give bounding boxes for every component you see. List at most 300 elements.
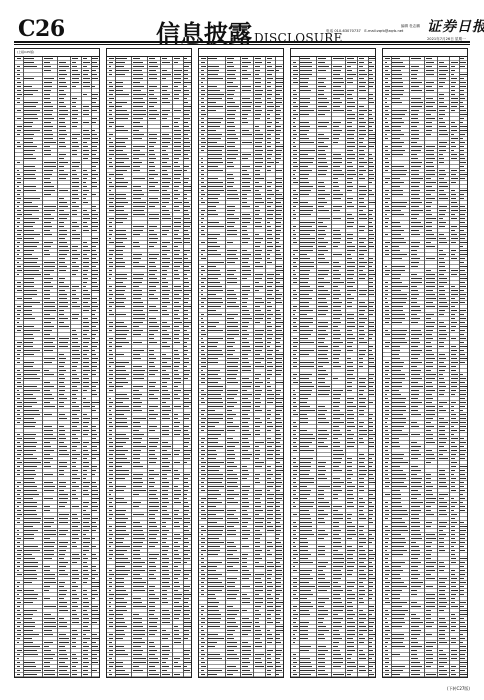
table-cell bbox=[208, 70, 219, 72]
table-cell bbox=[184, 290, 191, 292]
table-cell bbox=[133, 538, 145, 540]
table-cell bbox=[201, 498, 206, 500]
table-cell bbox=[92, 494, 98, 496]
table-cell bbox=[174, 182, 181, 184]
table-cell bbox=[44, 374, 54, 376]
table-cell bbox=[116, 278, 127, 280]
table-cell bbox=[227, 654, 237, 656]
table-cell bbox=[162, 486, 169, 488]
table-cell bbox=[83, 66, 87, 68]
table-cell bbox=[109, 194, 114, 196]
table-cell bbox=[24, 334, 33, 336]
table-cell bbox=[92, 522, 96, 524]
table-cell bbox=[208, 106, 223, 108]
table-cell bbox=[227, 586, 235, 588]
table-cell bbox=[208, 110, 216, 112]
table-cell bbox=[184, 122, 188, 124]
table-cell bbox=[44, 630, 52, 632]
table-cell bbox=[116, 194, 126, 196]
table-cell bbox=[17, 514, 22, 516]
table-cell bbox=[109, 526, 112, 528]
table-cell bbox=[72, 82, 79, 84]
table-cell bbox=[267, 674, 271, 676]
table-cell bbox=[255, 130, 260, 132]
table-cell bbox=[59, 550, 66, 552]
table-cell bbox=[318, 218, 330, 220]
table-cell bbox=[92, 282, 97, 284]
table-cell bbox=[17, 86, 21, 88]
table-cell bbox=[276, 446, 281, 448]
table-cell bbox=[201, 610, 204, 612]
table-cell bbox=[276, 454, 280, 456]
table-cell bbox=[208, 382, 218, 384]
table-cell bbox=[72, 262, 76, 264]
table-cell bbox=[174, 618, 179, 620]
table-cell bbox=[242, 278, 247, 280]
table-cell bbox=[24, 474, 36, 476]
table-cell bbox=[276, 582, 281, 584]
table-cell bbox=[44, 442, 50, 444]
table-cell bbox=[242, 62, 251, 64]
table-cell bbox=[227, 606, 233, 608]
table-cell bbox=[109, 558, 112, 560]
table-cell bbox=[227, 498, 234, 500]
table-cell bbox=[276, 318, 281, 320]
table-cell bbox=[133, 670, 143, 672]
table-cell bbox=[242, 426, 249, 428]
table-cell bbox=[17, 542, 20, 544]
table-cell bbox=[369, 58, 375, 60]
table-cell bbox=[149, 506, 159, 508]
table-cell bbox=[133, 226, 144, 228]
table-cell bbox=[208, 358, 218, 360]
table-cell bbox=[44, 538, 50, 540]
table-cell bbox=[267, 78, 273, 80]
table-cell bbox=[17, 262, 19, 264]
table-cell bbox=[318, 82, 324, 84]
table-cell bbox=[227, 330, 239, 332]
table-cell bbox=[208, 178, 218, 180]
table-cell bbox=[201, 638, 204, 640]
table-cell bbox=[116, 362, 129, 364]
table-cell bbox=[359, 66, 363, 68]
table-cell bbox=[162, 418, 170, 420]
table-cell bbox=[255, 406, 260, 408]
table-cell bbox=[72, 542, 76, 544]
table-cell bbox=[174, 266, 180, 268]
table-cell bbox=[267, 286, 272, 288]
table-cell bbox=[333, 158, 342, 160]
table-cell bbox=[267, 598, 273, 600]
table-cell bbox=[83, 398, 86, 400]
table-cell bbox=[109, 538, 112, 540]
table-cell bbox=[267, 366, 273, 368]
table-cell bbox=[276, 498, 282, 500]
table-cell bbox=[276, 118, 281, 120]
table-cell bbox=[255, 274, 263, 276]
table-cell bbox=[44, 174, 52, 176]
table-cell bbox=[267, 426, 273, 428]
table-cell bbox=[149, 230, 154, 232]
table-cell bbox=[72, 438, 78, 440]
table-cell bbox=[242, 114, 248, 116]
table-cell bbox=[162, 406, 170, 408]
table-cell bbox=[109, 570, 112, 572]
table-cell bbox=[59, 546, 67, 548]
table-cell bbox=[83, 442, 89, 444]
table-cell bbox=[72, 662, 78, 664]
table-cell bbox=[267, 362, 272, 364]
table-cell bbox=[17, 258, 21, 260]
table-cell bbox=[300, 178, 308, 180]
table-cell bbox=[83, 146, 88, 148]
column-heading bbox=[199, 49, 283, 57]
table-cell bbox=[149, 258, 157, 260]
table-cell bbox=[276, 658, 280, 660]
table-cell bbox=[17, 134, 20, 136]
table-cell bbox=[17, 458, 20, 460]
table-cell bbox=[59, 278, 65, 280]
table-cell bbox=[201, 254, 203, 256]
table-cell bbox=[162, 614, 170, 616]
table-cell bbox=[92, 254, 97, 256]
table-cell bbox=[208, 182, 223, 184]
table-cell bbox=[72, 414, 77, 416]
table-cell bbox=[276, 602, 283, 604]
table-cell bbox=[227, 378, 236, 380]
table-cell bbox=[17, 450, 22, 452]
table-cell bbox=[59, 434, 65, 436]
table-cell bbox=[276, 654, 281, 656]
table-cell bbox=[333, 58, 344, 60]
table-cell bbox=[255, 126, 259, 128]
table-cell bbox=[83, 306, 90, 308]
table-cell bbox=[24, 190, 36, 192]
table-cell bbox=[44, 290, 50, 292]
table-cell bbox=[92, 642, 96, 644]
table-cell bbox=[72, 374, 77, 376]
table-cell bbox=[276, 218, 282, 220]
table-cell bbox=[109, 506, 113, 508]
table-cell bbox=[227, 394, 237, 396]
table-cell bbox=[92, 258, 96, 260]
table-cell bbox=[59, 626, 67, 628]
table-cell bbox=[267, 654, 271, 656]
table-cell bbox=[184, 186, 191, 188]
table-cell bbox=[174, 422, 180, 424]
table-cell bbox=[300, 170, 312, 172]
table-cell bbox=[109, 482, 112, 484]
table-cell bbox=[333, 82, 344, 84]
table-cell bbox=[208, 122, 221, 124]
table-cell bbox=[267, 238, 273, 240]
table-cell bbox=[149, 158, 156, 160]
table-cell bbox=[17, 178, 21, 180]
table-cell bbox=[44, 474, 53, 476]
table-cell bbox=[17, 246, 19, 248]
table-cell bbox=[184, 358, 189, 360]
table-cell bbox=[83, 298, 90, 300]
table-cell bbox=[109, 158, 112, 160]
table-cell bbox=[267, 430, 271, 432]
table-cell bbox=[184, 406, 189, 408]
table-cell bbox=[162, 338, 171, 340]
table-cell bbox=[162, 162, 167, 164]
table-cell bbox=[208, 214, 218, 216]
table-cell bbox=[208, 442, 218, 444]
table-cell bbox=[255, 578, 261, 580]
table-cell bbox=[267, 214, 273, 216]
table-cell bbox=[162, 546, 169, 548]
table-cell bbox=[72, 422, 79, 424]
table-cell bbox=[293, 170, 296, 172]
table-cell bbox=[184, 494, 187, 496]
table-cell bbox=[92, 270, 98, 272]
table-cell bbox=[201, 250, 205, 252]
table-cell bbox=[92, 670, 97, 672]
table-cell bbox=[17, 250, 20, 252]
table-cell bbox=[59, 266, 67, 268]
table-cell bbox=[162, 286, 168, 288]
table-cell bbox=[72, 642, 76, 644]
table-cell bbox=[44, 498, 53, 500]
table-cell bbox=[116, 662, 123, 664]
table-cell bbox=[109, 62, 113, 64]
table-cell bbox=[201, 546, 204, 548]
table-cell bbox=[318, 170, 327, 172]
table-cell bbox=[174, 626, 178, 628]
table-cell bbox=[267, 82, 271, 84]
table-cell bbox=[276, 574, 282, 576]
table-cell bbox=[318, 122, 329, 124]
table-cell bbox=[208, 378, 221, 380]
table-cell bbox=[83, 534, 86, 536]
table-cell bbox=[59, 318, 68, 320]
table-cell bbox=[255, 442, 264, 444]
table-cell bbox=[109, 474, 113, 476]
table-cell bbox=[242, 286, 250, 288]
table-cell bbox=[109, 314, 114, 316]
table-cell bbox=[109, 574, 114, 576]
table-cell bbox=[255, 514, 259, 516]
table-cell bbox=[227, 622, 236, 624]
table-cell bbox=[17, 234, 21, 236]
table-cell bbox=[24, 610, 37, 612]
table-cell bbox=[24, 402, 37, 404]
table-cell bbox=[44, 578, 55, 580]
table-cell bbox=[201, 174, 204, 176]
table-cell bbox=[359, 110, 367, 112]
table-cell bbox=[227, 254, 236, 256]
table-cell bbox=[83, 574, 89, 576]
table-cell bbox=[24, 298, 32, 300]
table-cell bbox=[208, 354, 223, 356]
table-cell bbox=[267, 114, 270, 116]
table-cell bbox=[255, 146, 262, 148]
table-cell bbox=[92, 278, 97, 280]
table-cell bbox=[44, 190, 55, 192]
table-cell bbox=[24, 346, 33, 348]
table-cell bbox=[359, 90, 366, 92]
table-cell bbox=[17, 658, 19, 660]
table-cell bbox=[242, 530, 250, 532]
table-cell bbox=[201, 214, 204, 216]
table-cell bbox=[24, 458, 37, 460]
table-cell bbox=[92, 402, 99, 404]
table-cell bbox=[242, 66, 248, 68]
table-cell bbox=[184, 298, 189, 300]
table-cell bbox=[92, 366, 97, 368]
table-cell bbox=[162, 390, 168, 392]
table-cell bbox=[208, 474, 223, 476]
table-cell bbox=[44, 126, 53, 128]
table-cell bbox=[293, 66, 297, 68]
table-cell bbox=[174, 486, 178, 488]
table-cell bbox=[109, 374, 113, 376]
table-cell bbox=[44, 626, 56, 628]
table-cell bbox=[276, 106, 280, 108]
table-cell bbox=[83, 646, 89, 648]
table-cell bbox=[227, 130, 235, 132]
table-cell bbox=[369, 226, 373, 228]
table-cell bbox=[359, 82, 366, 84]
table-cell bbox=[133, 122, 140, 124]
table-cell bbox=[24, 650, 37, 652]
table-cell bbox=[149, 522, 156, 524]
table-cell bbox=[83, 114, 89, 116]
table-cell bbox=[162, 470, 171, 472]
table-cell bbox=[208, 450, 216, 452]
table-cell bbox=[17, 590, 22, 592]
table-cell bbox=[300, 182, 309, 184]
table-cell bbox=[300, 154, 308, 156]
table-cell bbox=[267, 234, 272, 236]
table-cell bbox=[276, 258, 282, 260]
table-cell bbox=[267, 630, 270, 632]
table-cell bbox=[59, 154, 66, 156]
table-cell bbox=[116, 554, 124, 556]
table-cell bbox=[17, 242, 20, 244]
table-cell bbox=[116, 198, 126, 200]
table-cell bbox=[83, 158, 88, 160]
table-cell bbox=[293, 150, 297, 152]
table-cell bbox=[59, 162, 68, 164]
table-cell bbox=[59, 306, 68, 308]
table-cell bbox=[184, 226, 190, 228]
table-cell bbox=[242, 414, 248, 416]
table-cell bbox=[276, 490, 280, 492]
table-cell bbox=[227, 430, 235, 432]
table-cell bbox=[267, 466, 271, 468]
table-cell bbox=[242, 322, 249, 324]
table-cell bbox=[227, 362, 238, 364]
table-cell bbox=[149, 454, 155, 456]
table-cell bbox=[359, 134, 366, 136]
table-cell bbox=[44, 266, 55, 268]
table-cell bbox=[83, 338, 90, 340]
table-cell bbox=[174, 134, 181, 136]
table-cell bbox=[201, 330, 205, 332]
table-cell bbox=[44, 250, 49, 252]
table-cell bbox=[242, 510, 247, 512]
table-cell bbox=[174, 434, 180, 436]
table-cell bbox=[333, 74, 340, 76]
table-cell bbox=[227, 214, 234, 216]
table-cell bbox=[24, 666, 36, 668]
table-cell bbox=[208, 162, 223, 164]
table-cell bbox=[59, 494, 68, 496]
table-cell bbox=[17, 290, 22, 292]
table-cell bbox=[267, 422, 272, 424]
table-cell bbox=[227, 174, 233, 176]
table-cell bbox=[149, 382, 156, 384]
table-cell bbox=[92, 418, 98, 420]
table-cell bbox=[133, 86, 144, 88]
table-cell bbox=[133, 434, 144, 436]
table-cell bbox=[116, 486, 126, 488]
table-cell bbox=[318, 102, 329, 104]
table-cell bbox=[109, 206, 114, 208]
table-cell bbox=[133, 290, 142, 292]
table-cell bbox=[59, 234, 67, 236]
table-cell bbox=[267, 510, 273, 512]
table-cell bbox=[116, 614, 123, 616]
table-cell bbox=[184, 390, 191, 392]
table-cell bbox=[162, 482, 169, 484]
table-cell bbox=[162, 154, 168, 156]
table-cell bbox=[227, 482, 237, 484]
table-cell bbox=[92, 230, 97, 232]
table-cell bbox=[133, 214, 145, 216]
table-cell bbox=[174, 362, 180, 364]
table-cell bbox=[267, 498, 273, 500]
table-cell bbox=[300, 142, 314, 144]
table-cell bbox=[59, 662, 65, 664]
table-cell bbox=[59, 82, 66, 84]
table-cell bbox=[17, 650, 22, 652]
table-cell bbox=[83, 270, 88, 272]
table-cell bbox=[359, 150, 364, 152]
table-cell bbox=[92, 174, 98, 176]
table-cell bbox=[162, 618, 170, 620]
table-cell bbox=[227, 270, 236, 272]
table-cell bbox=[72, 462, 76, 464]
table-cell bbox=[162, 382, 167, 384]
table-cell bbox=[267, 586, 273, 588]
table-cell bbox=[133, 598, 141, 600]
table-cell bbox=[333, 182, 338, 184]
table-cell bbox=[267, 222, 270, 224]
table-cell bbox=[276, 534, 280, 536]
table-cell bbox=[83, 278, 88, 280]
table-cell bbox=[92, 86, 95, 88]
table-cell bbox=[83, 322, 89, 324]
table-cell bbox=[24, 150, 35, 152]
table-cell bbox=[133, 58, 140, 60]
table-cell bbox=[162, 362, 167, 364]
table-cell bbox=[109, 270, 112, 272]
table-cell bbox=[17, 510, 21, 512]
table-cell bbox=[318, 142, 324, 144]
table-cell bbox=[276, 122, 279, 124]
table-cell bbox=[162, 194, 170, 196]
table-cell bbox=[347, 174, 356, 176]
table-cell bbox=[92, 594, 98, 596]
table-cell bbox=[184, 306, 191, 308]
table-cell bbox=[267, 338, 272, 340]
table-cell bbox=[242, 494, 248, 496]
table-cell bbox=[174, 498, 179, 500]
